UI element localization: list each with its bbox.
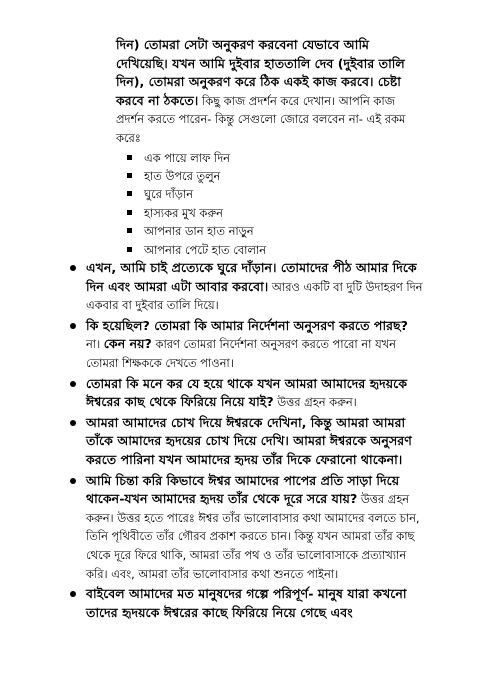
bullet-bold-text: এখন, আমি চাই প্রত্যেকে ঘুরে দাঁড়ান। তোমাদের পীঠ আমার দিকে দিন এবং আমরা এটা আবার করবো। (86, 260, 417, 294)
bullet-item (86, 259, 425, 315)
bullet-bold-text: আমরা আমাদের চোখ দিয়ে ঈশ্বরকে দেখিনা, কিন্তু আমরা আমরা তাঁকে আমাদের হৃদয়ের চোখ দিয়ে দেখি। আমরা ঈশ্বরকে অনুসরণ করতে পারিনা যখন আমাদের হৃদয় তাঁর দিকে ফেরানো থাকেনা। (86, 414, 412, 467)
intro-bold-text: দিন) তোমরা সেটা অনুকরণ করবেনা যেভাবে আমি দেখিয়েছি। যখন আমি দুইবার হাততালি দেব (দুইবার তালি দিন), তোমরা অনুকরণ করে ঠিক একই কাজ করবে। চেষ্টা করবে না ঠকতে। (116, 37, 405, 108)
bullet-item (86, 317, 425, 373)
bullet-bold-text: কি হয়েছিল? তোমরা কি আমার নির্দেশনা অনুসরণ করতে পারছ? (86, 317, 408, 333)
bullet-list (86, 259, 425, 622)
bullet-normal-text: উত্তর গ্রহন করুন। (273, 395, 357, 410)
action-item: এক পায়ে লাফ দিন (144, 149, 425, 167)
bullet-bold-text: তোমরা কি মনে কর যে হয়ে থাকে যখন আমরা আমাদের হৃদয়কে ঈশ্বরের কাছ থেকে ফিরিয়ে নিয়ে যাই? (86, 375, 408, 410)
bullet-item (86, 414, 425, 470)
bullet-normal-text: কারণ তোমরা নির্দেশনা অনুসরণ করতে পারো না যখন তোমরা শিক্ষককে দেখতে পাওনা। (86, 337, 396, 370)
action-item: হাত উপরে তুলুন (144, 167, 425, 185)
bullet-item (86, 472, 425, 584)
intro-normal-text: কিছু কাজ প্রদর্শন করে দেখান। আপনি কাজ প্রদর্শন করতে পারেন- কিন্তু সেগুলো জোরে বলবেন না- এই রকম করেঃ (116, 93, 406, 145)
action-list (86, 149, 425, 259)
bullet-normal-text: আরও একটি বা দুটি উদাহরণ দিন একবার বা দুইবার তালি দিয়ে। (86, 279, 423, 313)
bullet-normal-text: না। (86, 337, 104, 352)
bullet-item (86, 585, 425, 622)
bullet-item (86, 375, 425, 412)
bullet-bold-text: বাইবেল আমাদের মত মানুষদের গল্পে পরিপূর্ণ- মানুষ যারা কখনো তাদের হৃদয়কে ঈশ্বরের কাছে ফিরিয়ে নিয়ে গেছে এবং (86, 586, 407, 620)
action-item: আপনার পেটে হাত বোলান (144, 241, 425, 259)
bullet-bold-text: আমি চিন্তা করি কিভাবে ঈশ্বর আমাদের পাপের প্রতি সাড়া দিয়ে থাকেন-যখন আমাদের হৃদয় তাঁর থেকে দূরে সরে যায়? (86, 472, 400, 507)
action-item: আপনার ডান হাত নাড়ুন (144, 222, 425, 240)
bullet-normal-text: উত্তর গ্রহন করুন। উত্তর হতে পারেঃ ঈশ্বর তাঁর ভালোবাসার কথা আমাদের বলতে চান, তিনি পৃথিবীতে তাঁর গৌরব প্রকাশ করতে চান। কিন্তু যখন আমরা তাঁর কাছ থেকে দূরে ফিরে থাকি, আমরা তাঁর পথ ও তাঁর ভালোবাসাকে প্রত্যাখ্যান করি। এবং, আমরা তাঁর ভালোবাসার কথা শুনতে পাইনা। (86, 492, 420, 581)
intro-paragraph (116, 36, 425, 148)
bullet-bold-text: কেন নয়? (103, 336, 152, 352)
action-item: হাস্যকর মুখ করুন (144, 204, 425, 222)
action-item: ঘুরে দাঁড়ান (144, 185, 425, 203)
